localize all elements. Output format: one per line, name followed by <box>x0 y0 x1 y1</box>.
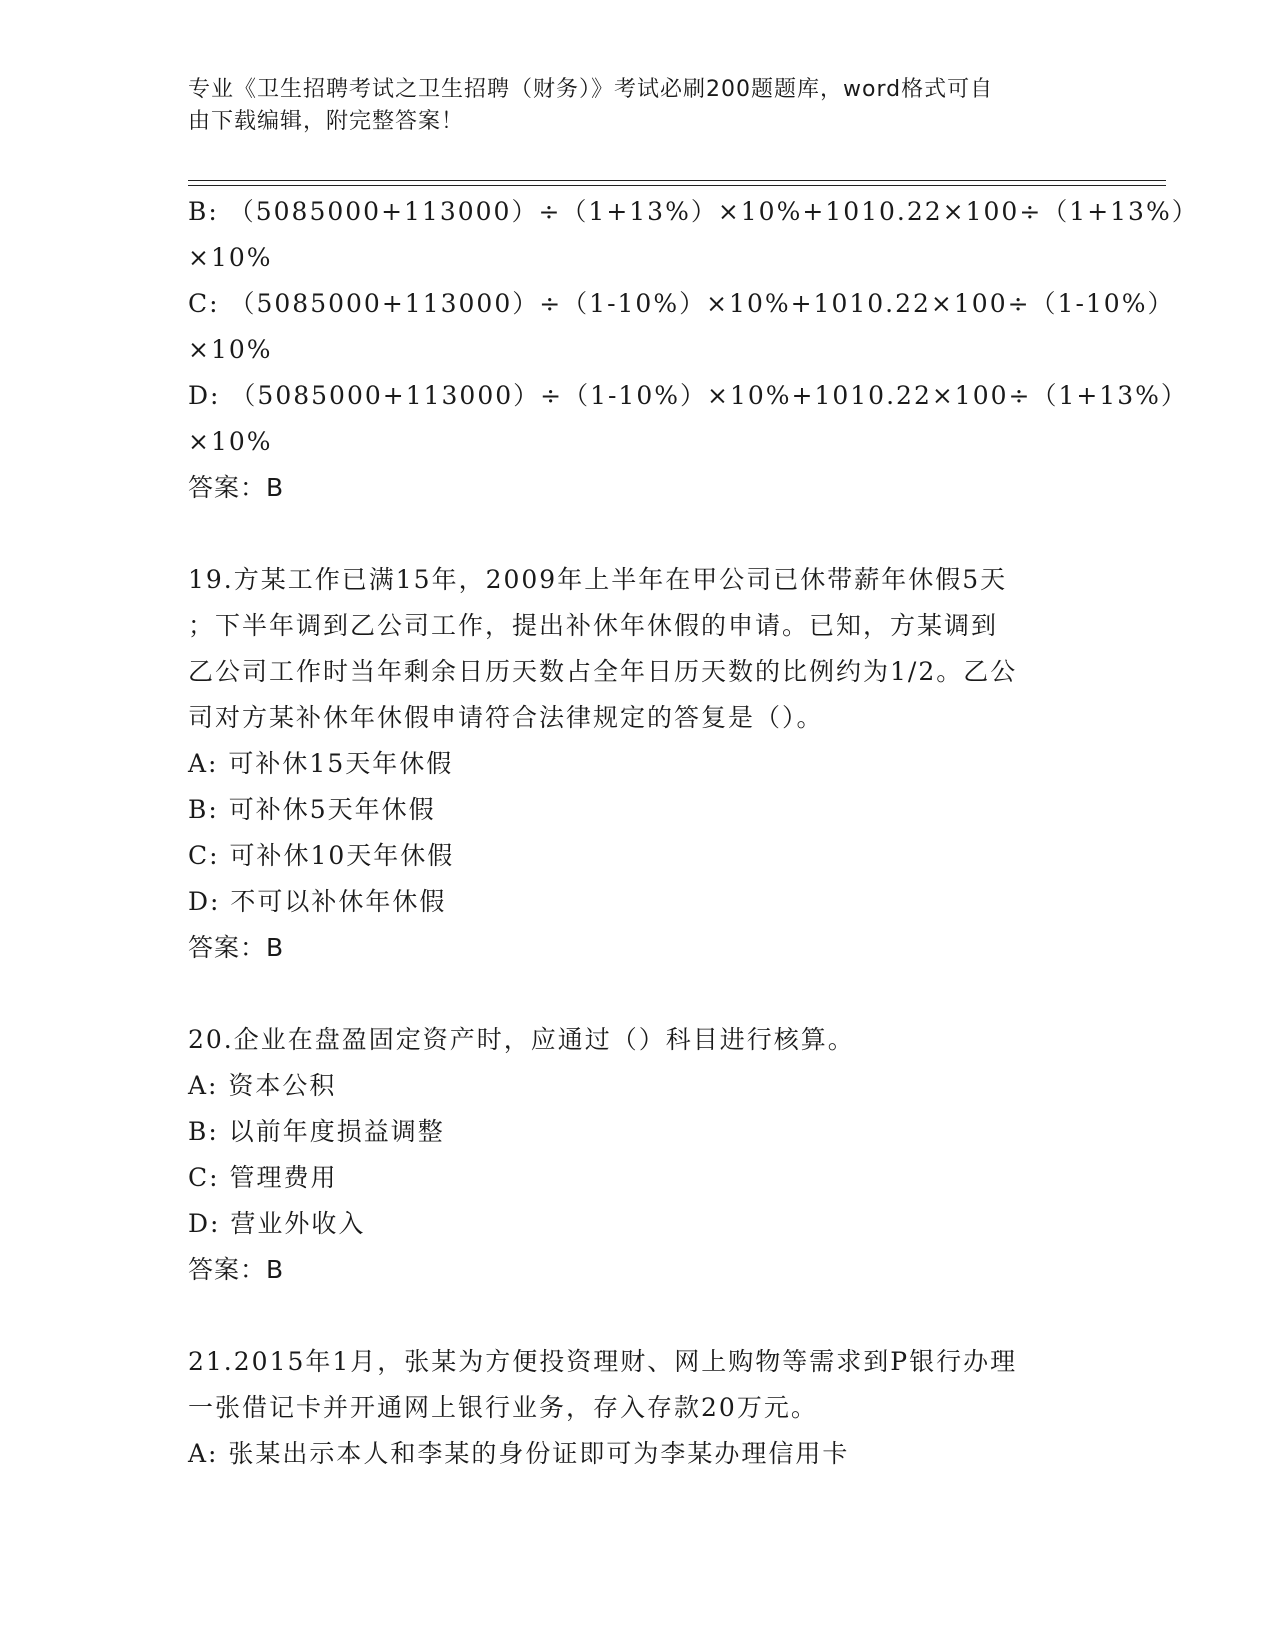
header-divider-top <box>188 180 1166 181</box>
spacer <box>188 971 1088 1017</box>
answer: 答案：B <box>188 933 285 962</box>
option-a: A: 张某出示本人和李某的身份证即可为李某办理信用卡 <box>188 1439 850 1468</box>
question-stem-line-1: 21.2015年1月，张某为方便投资理财、网上购物等需求到P银行办理 <box>188 1347 1018 1376</box>
option-c: C: 管理费用 <box>188 1163 338 1192</box>
spacer <box>188 511 1088 557</box>
option-d: D: 不可以补休年休假 <box>188 887 447 916</box>
option-d-line-2: ×10% <box>188 427 273 456</box>
question-stem-line-2: ；下半年调到乙公司工作，提出补休年休假的申请。已知，方某调到 <box>188 611 999 640</box>
question-stem-line-1: 19.方某工作已满15年，2009年上半年在甲公司已休带薪年休假5天 <box>188 565 1008 594</box>
answer: 答案：B <box>188 473 285 502</box>
option-a: A: 可补休15天年休假 <box>188 749 454 778</box>
option-c: C: 可补休10天年休假 <box>188 841 455 870</box>
option-a: A: 资本公积 <box>188 1071 337 1100</box>
option-c-line-1: C: （5085000+113000）÷（1-10%）×10%+1010.22×100÷（1-10%） <box>188 289 1175 318</box>
option-b: B: 以前年度损益调整 <box>188 1117 445 1146</box>
question-stem-line-1: 20.企业在盘盈固定资产时，应通过（）科目进行核算。 <box>188 1025 855 1054</box>
option-c-line-2: ×10% <box>188 335 273 364</box>
question-20 <box>188 1017 1088 1293</box>
answer: 答案：B <box>188 1255 285 1284</box>
option-b-line-2: ×10% <box>188 243 273 272</box>
header-line-2: 由下载编辑，附完整答案！ <box>188 109 465 134</box>
option-b: B: 可补休5天年休假 <box>188 795 436 824</box>
question-stem-line-3: 乙公司工作时当年剩余日历天数占全年日历天数的比例约为1/2。乙公 <box>188 657 1018 686</box>
option-d-line-1: D: （5085000+113000）÷（1-10%）×10%+1010.22×100÷（1+13%） <box>188 381 1188 410</box>
question-19 <box>188 557 1088 971</box>
spacer <box>188 1293 1088 1339</box>
header-divider-bottom <box>188 185 1166 186</box>
question-21 <box>188 1339 1088 1477</box>
question-18-tail <box>188 189 1199 511</box>
option-b-line-1: B: （5085000+113000）÷（1+13%）×10%+1010.22×100÷（1+13%） <box>188 197 1199 226</box>
document-body <box>188 189 1199 1477</box>
header-line-1: 专业《卫生招聘考试之卫生招聘（财务）》考试必刷200题题库，word格式可自 <box>188 77 994 102</box>
question-stem-line-2: 一张借记卡并开通网上银行业务，存入存款20万元。 <box>188 1393 818 1422</box>
document-header <box>188 74 1088 138</box>
question-stem-line-4: 司对方某补休年休假申请符合法律规定的答复是（）。 <box>188 703 824 732</box>
option-d: D: 营业外收入 <box>188 1209 366 1238</box>
